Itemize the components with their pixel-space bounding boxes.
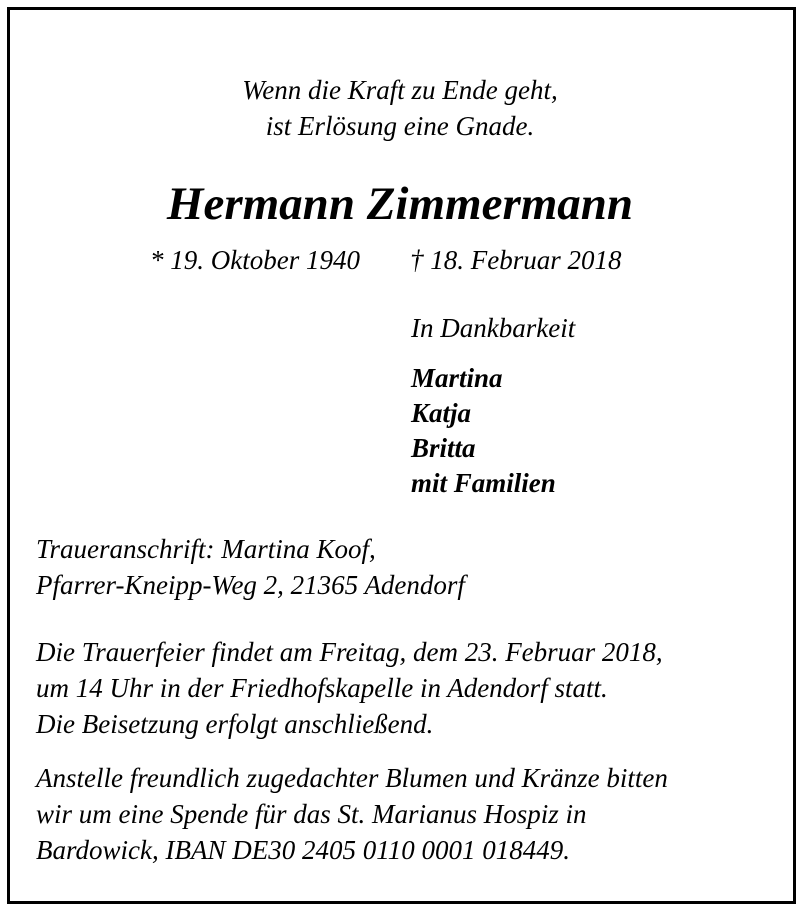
birth-date: * 19. Oktober 1940 — [150, 245, 360, 275]
ceremony-line-1: Die Trauerfeier findet am Freitag, dem 23. Februar 2018, — [36, 637, 663, 667]
motto-line-1: Wenn die Kraft zu Ende geht, — [242, 75, 558, 105]
mourner-name: Katja — [411, 398, 472, 428]
deceased-name: Hermann Zimmermann — [166, 178, 634, 230]
ceremony-line-3: Die Beisetzung erfolgt anschließend. — [36, 709, 434, 739]
mourning-address — [36, 531, 776, 603]
mourner-families: mit Familien — [411, 468, 556, 498]
donation-notice — [36, 760, 776, 868]
mourners-list — [411, 361, 556, 501]
motto-line-2: ist Erlösung eine Gnade. — [265, 111, 535, 141]
address-line-1: Traueranschrift: Martina Koof, — [36, 534, 376, 564]
donation-line-2: wir um eine Spende für das St. Marianus Hospiz in — [36, 799, 587, 829]
thanks-line: In Dankbarkeit — [411, 313, 576, 343]
mourner-name: Britta — [411, 433, 476, 463]
address-line-2: Pfarrer-Kneipp-Weg 2, 21365 Adendorf — [36, 570, 465, 600]
ceremony-line-2: um 14 Uhr in der Friedhofskapelle in Adendorf statt. — [36, 673, 608, 703]
funeral-ceremony-notice — [36, 634, 776, 742]
donation-line-3: Bardowick, IBAN DE30 2405 0110 0001 018449. — [36, 835, 570, 865]
mourner-name: Martina — [411, 363, 503, 393]
death-date: † 18. Februar 2018 — [410, 245, 622, 275]
donation-line-1: Anstelle freundlich zugedachter Blumen und Kränze bitten — [36, 763, 668, 793]
